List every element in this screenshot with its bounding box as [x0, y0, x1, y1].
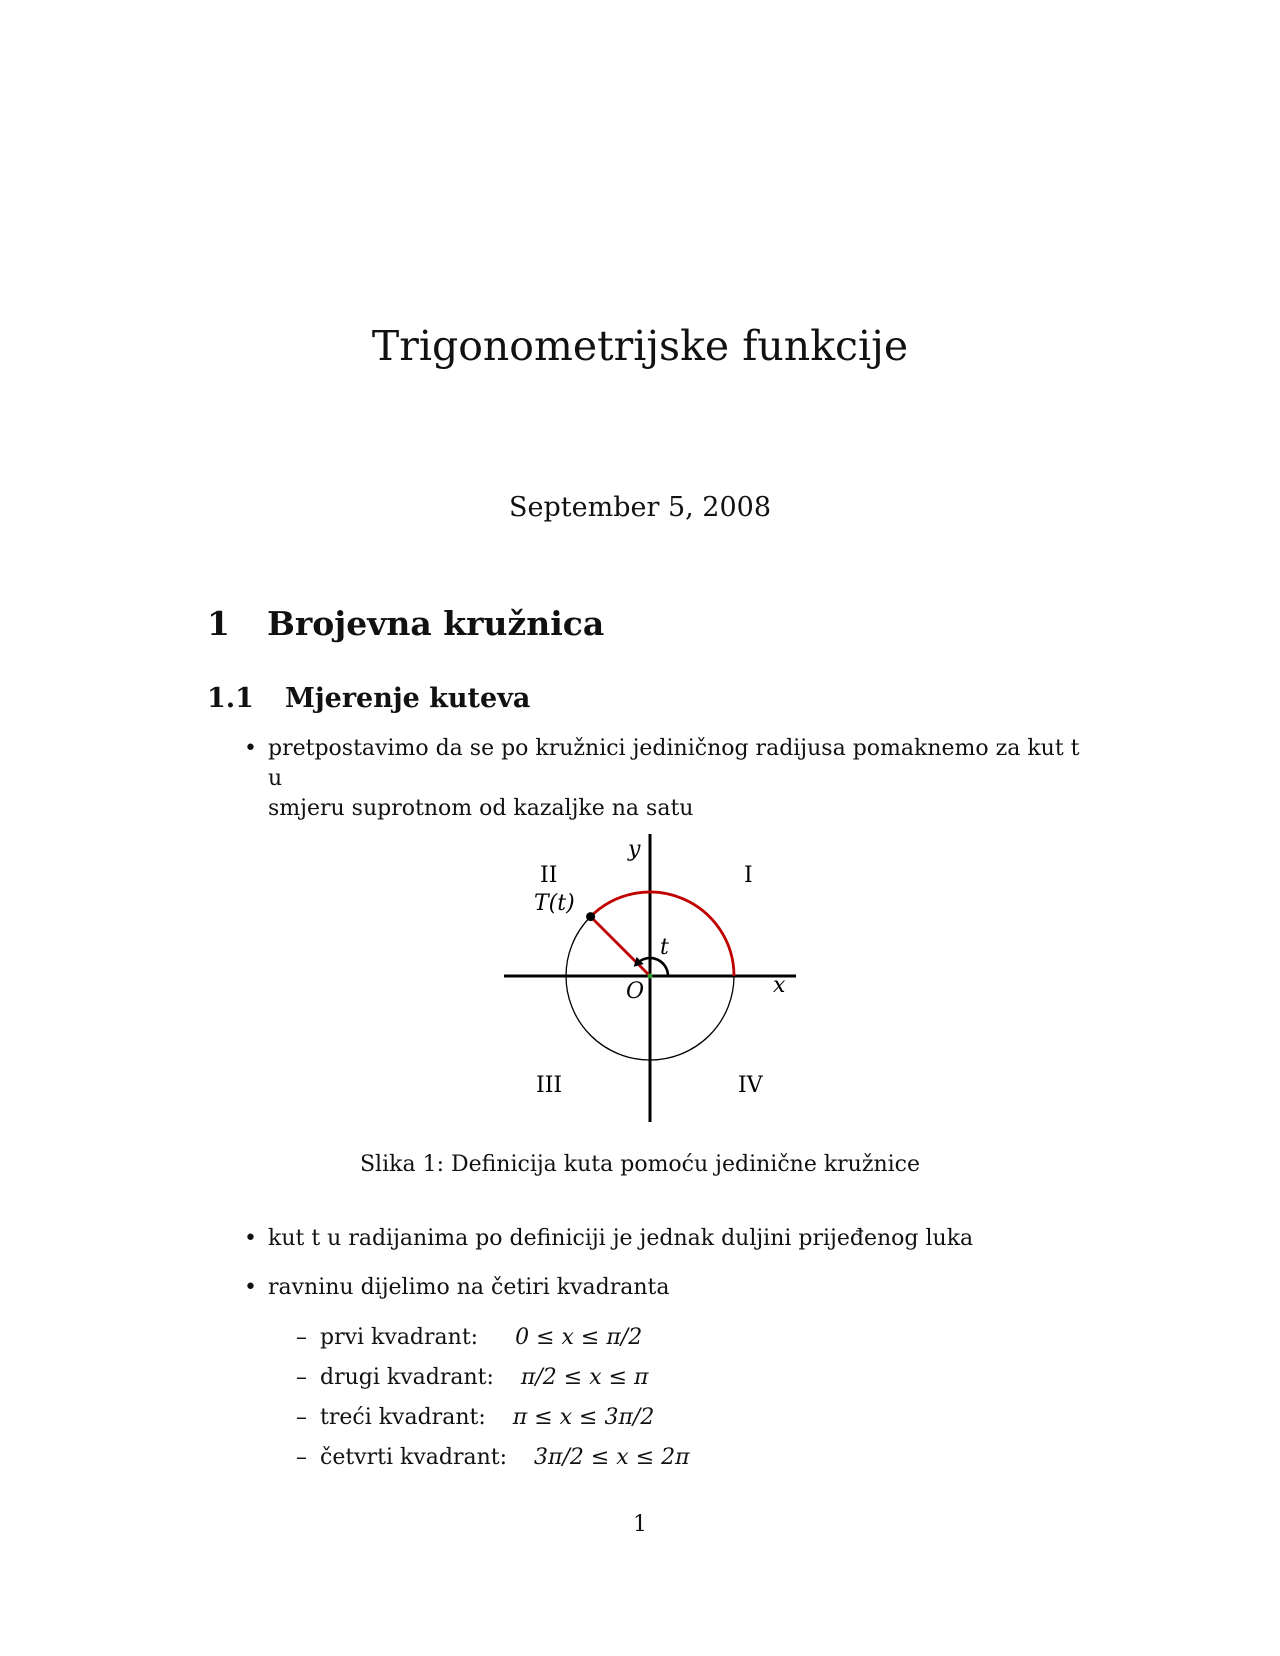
- bullet-item-3: [244, 1273, 1088, 1303]
- x-axis-label: x: [773, 973, 786, 998]
- dash-marker: –: [296, 1365, 307, 1390]
- point-label: T(t): [534, 891, 575, 916]
- bullet-1-line-2: smjeru suprotnom od kazaljke na satu: [268, 796, 694, 821]
- radius-line: [591, 917, 650, 976]
- quadrant-label-4: IV: [738, 1073, 763, 1098]
- bullet-item-1: [244, 734, 1088, 824]
- quadrant-item-4: [296, 1443, 690, 1473]
- bullet-2-text: kut t u radijanima po definiciji je jednak duljini prijeđenog luka: [268, 1226, 974, 1251]
- bullet-marker: •: [244, 1275, 257, 1300]
- unit-circle-figure: [500, 826, 800, 1126]
- quadrant-1-label: prvi kvadrant:: [320, 1325, 479, 1350]
- dash-marker: –: [296, 1445, 307, 1470]
- quadrant-2-label: drugi kvadrant:: [320, 1365, 494, 1390]
- point-t: [586, 912, 595, 921]
- bullet-marker: •: [244, 1226, 257, 1251]
- quadrant-3-range: π ≤ x ≤ 3π/2: [512, 1405, 655, 1430]
- quadrant-3-label: treći kvadrant:: [320, 1405, 486, 1430]
- subsection-number: 1.1: [207, 683, 254, 714]
- subsection-title: Mjerenje kuteva: [285, 683, 531, 714]
- document-title: Trigonometrijske funkcije: [371, 322, 909, 370]
- bullet-3-text: ravninu dijelimo na četiri kvadranta: [268, 1275, 670, 1300]
- figure-caption: Slika 1: Definicija kuta pomoću jedinične kružnice: [359, 1152, 920, 1177]
- dash-marker: –: [296, 1405, 307, 1430]
- quadrant-label-1: I: [744, 863, 753, 888]
- quadrant-label-2: II: [540, 863, 558, 888]
- subsection-heading: [207, 683, 530, 714]
- section-title: Brojevna kružnica: [267, 604, 605, 643]
- bullet-1-line-1: pretpostavimo da se po kružnici jediničnog radijusa pomaknemo za kut t u: [268, 736, 1080, 791]
- origin-label: O: [626, 979, 645, 1004]
- quadrant-item-1: [296, 1323, 643, 1353]
- quadrant-4-label: četvrti kvadrant:: [320, 1445, 508, 1470]
- quadrant-label-3: III: [536, 1073, 563, 1098]
- origin-dot: [648, 974, 653, 979]
- document-date: September 5, 2008: [509, 492, 771, 523]
- bullet-marker: •: [244, 736, 257, 761]
- angle-label: t: [660, 935, 669, 960]
- y-axis-label: y: [628, 837, 641, 862]
- page-number: 1: [633, 1512, 647, 1537]
- dash-marker: –: [296, 1325, 307, 1350]
- quadrant-item-3: [296, 1403, 655, 1433]
- section-number: 1: [207, 604, 230, 643]
- quadrant-4-range: 3π/2 ≤ x ≤ 2π: [534, 1445, 690, 1470]
- quadrant-item-2: [296, 1363, 649, 1393]
- quadrant-1-range: 0 ≤ x ≤ π/2: [515, 1325, 643, 1350]
- quadrant-2-range: π/2 ≤ x ≤ π: [520, 1365, 649, 1390]
- bullet-item-2: [244, 1224, 1088, 1254]
- section-heading: [207, 604, 604, 643]
